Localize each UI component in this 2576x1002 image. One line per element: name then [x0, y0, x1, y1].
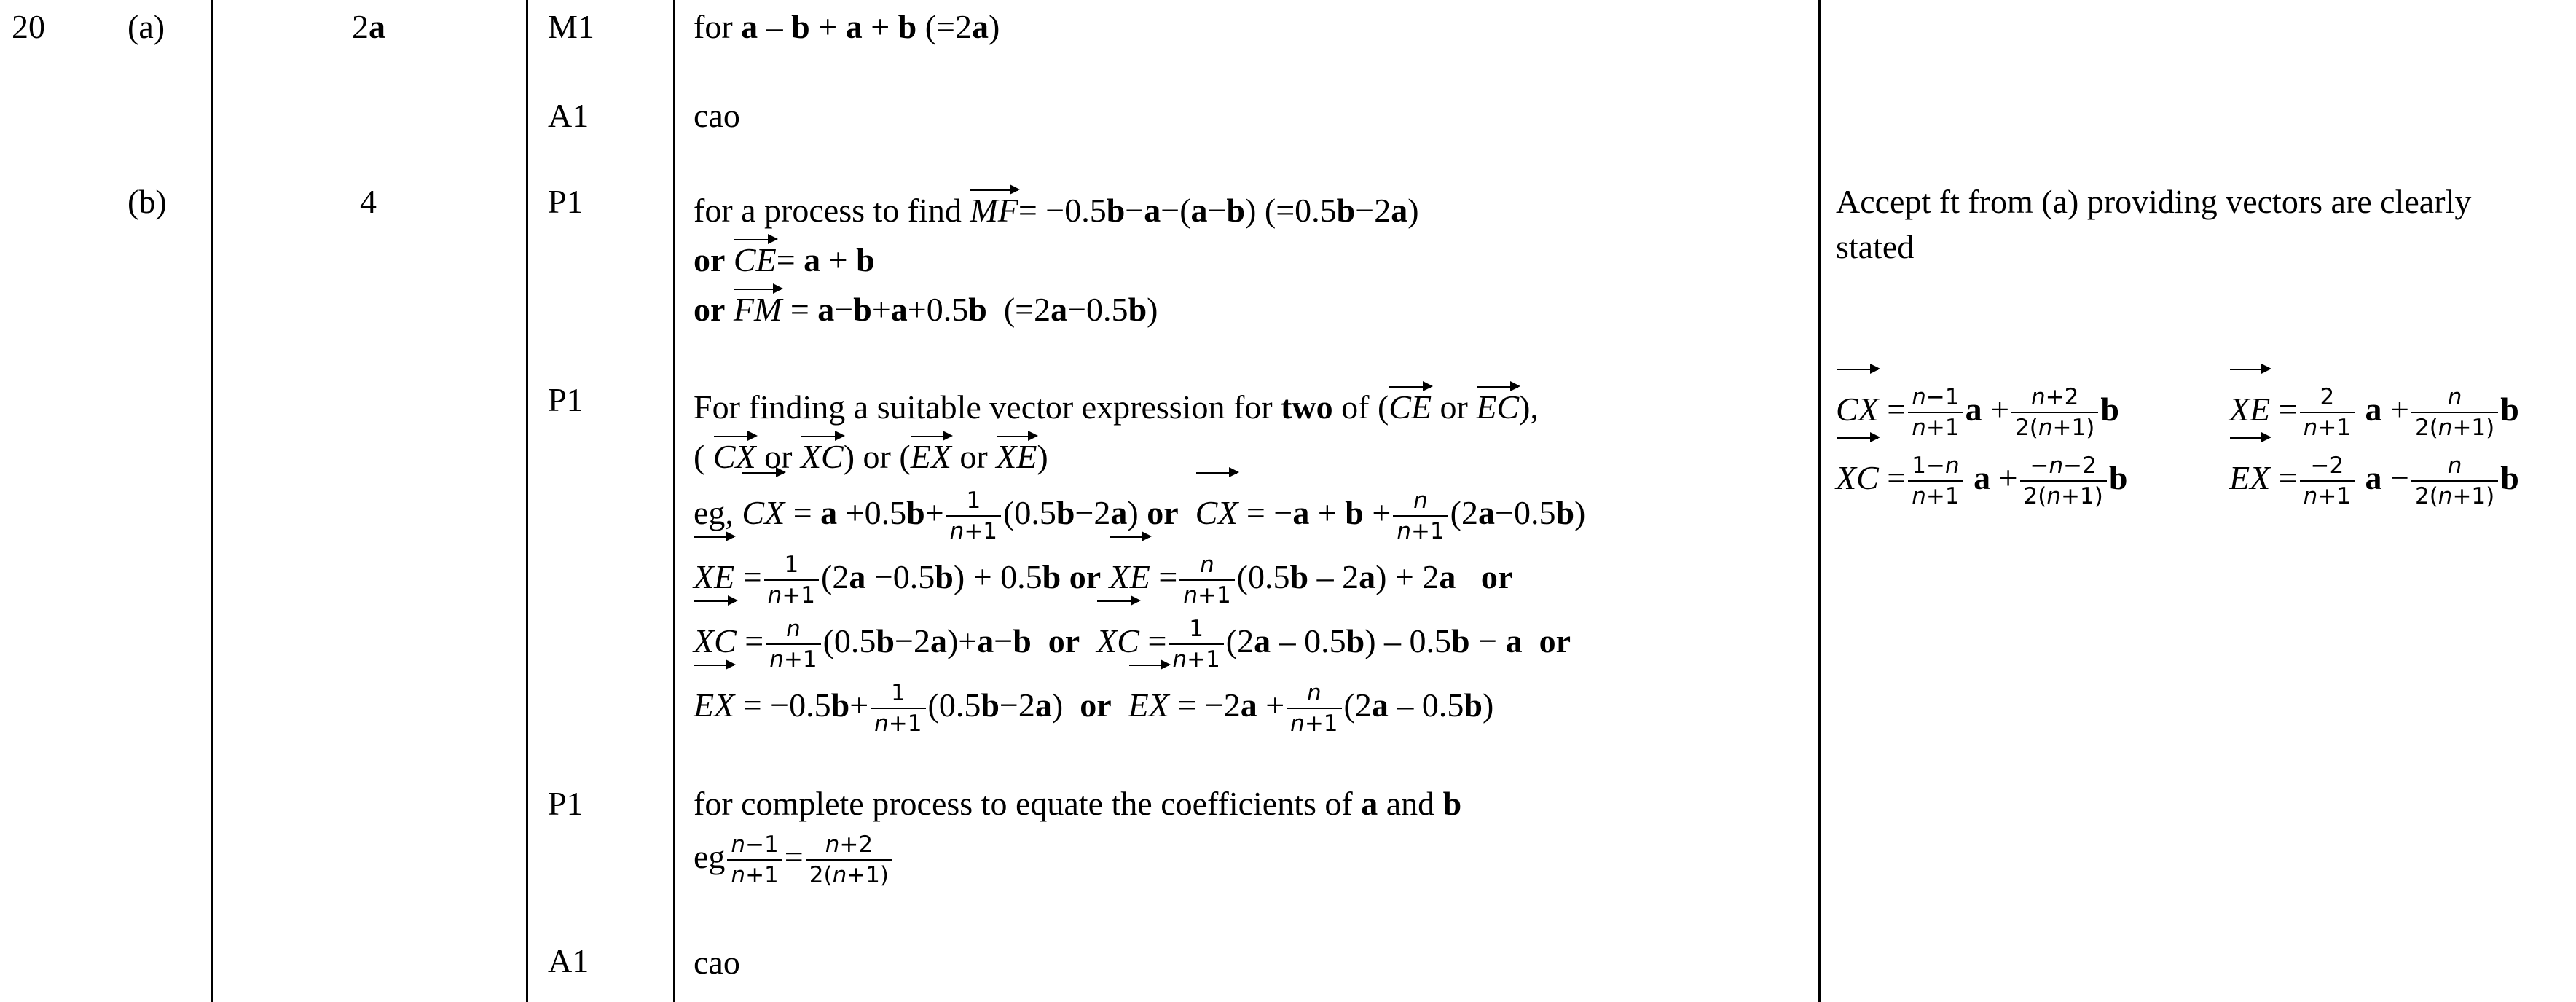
- mark-note-line: XE = $\frac{1}{n+1}$ (2a −0.5b) + 0.5b or XE = $\frac{n}{n+1}$ (0.5b – 2a) + 2a or: [694, 536, 1512, 614]
- part-b-answer: 4: [360, 183, 377, 220]
- column-divider: [526, 0, 528, 1002]
- part-a-answer: 2a: [352, 8, 385, 45]
- part-a-label: (a): [127, 8, 165, 45]
- guidance-note: Accept ft from (a) providing vectors are clearly stated: [1836, 183, 2472, 265]
- column-divider: [211, 0, 213, 1002]
- guidance-expression: XE = $\frac{2}{n+1}$ a + $\frac{n}{2(n+1)}$ b: [2229, 369, 2519, 446]
- vector-CE: CE: [734, 239, 777, 277]
- mark-note-line: eg $\frac{n-1}{n+1}$ = $\frac{n+2}{2(n+1)}$: [694, 821, 895, 893]
- mark-code: M1: [548, 8, 594, 45]
- mark-note-line: or FM = a−b+a+0.5b (=2a−0.5b): [694, 289, 1158, 326]
- mark-code: P1: [548, 381, 584, 418]
- mark-note: cao: [694, 97, 740, 134]
- guidance-expression: EX = $\frac{-2}{n+1}$ a − $\frac{n}{2(n+1)}$ b: [2229, 437, 2519, 514]
- mark-note-line: EX = −0.5b+ $\frac{1}{n+1}$ (0.5b−2a) or EX = −2a + $\frac{n}{n+1}$ (2a – 0.5b): [694, 665, 1493, 742]
- mark-note-line: For finding a suitable vector expression for two of (CE or EC),: [694, 386, 1539, 424]
- vector-FM: FM: [734, 289, 782, 326]
- mark-note: cao: [694, 944, 740, 981]
- mark-note-line: XC = $\frac{n}{n+1}$ (0.5b−2a)+a−b or XC = $\frac{1}{n+1}$ (2a – 0.5b) – 0.5b − a or: [694, 600, 1571, 678]
- mark-note: for a – b + a + b (=2a): [694, 8, 1000, 45]
- mark-code: A1: [548, 97, 589, 134]
- mark-note-line: for complete process to equate the coefficients of a and b: [694, 785, 1462, 822]
- guidance-expression: XC = $\frac{1-n}{n+1}$ a + $\frac{-n-2}{2(n+1)}$ b: [1836, 437, 2127, 514]
- guidance-expression: CX = $\frac{n-1}{n+1}$ a + $\frac{n+2}{2(n+1)}$ b: [1836, 369, 2119, 446]
- part-b-label: (b): [127, 183, 167, 220]
- mark-code: P1: [548, 785, 584, 822]
- mark-code: P1: [548, 183, 584, 220]
- mark-note-line: for a process to find MF= −0.5b−a−(a−b) (=0.5b−2a): [694, 189, 1419, 227]
- mark-code: A1: [548, 942, 589, 979]
- mark-note-line: or CE= a + b: [694, 239, 875, 277]
- vector-MF: MF: [970, 189, 1018, 227]
- mark-note-line: eg, CX = a +0.5b+ $\frac{1}{n+1}$ (0.5b−2a) or CX = −a + b + $\frac{n}{n+1}$ (2a−0.5b): [694, 472, 1585, 549]
- mark-note-line: ( CX or XC) or (EX or XE): [694, 436, 1048, 474]
- question-number: 20: [12, 8, 45, 45]
- column-divider: [1818, 0, 1821, 1002]
- column-divider: [673, 0, 675, 1002]
